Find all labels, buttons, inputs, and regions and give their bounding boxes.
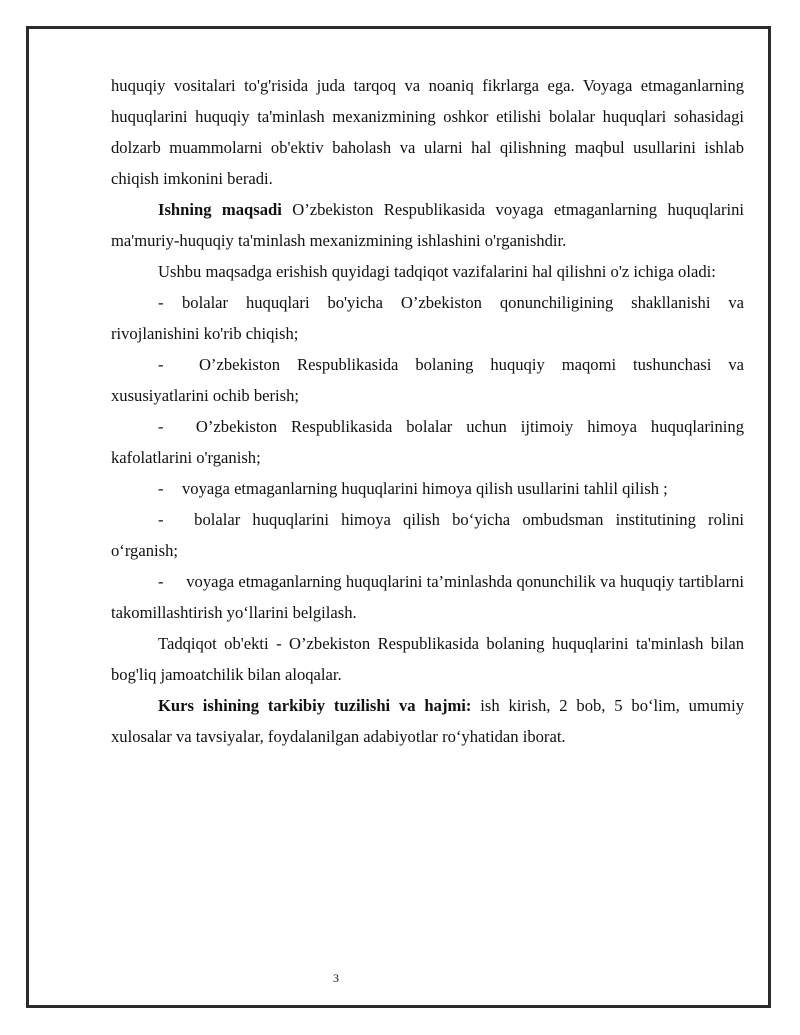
- task-item-2: [111, 349, 744, 411]
- task-text: voyaga etmaganlarning huquqlarini himoya qilish usullarini tahlil qilish ;: [182, 479, 668, 498]
- task-item-4: [111, 473, 744, 504]
- dash-bullet: -: [158, 355, 164, 374]
- paragraph-research-object: Tadqiqot ob'ekti - O’zbekiston Respublikasida bolaning huquqlarini ta'minlash bilan bog'liq jamoatchilik bilan aloqalar.: [111, 634, 744, 684]
- paragraph-tasks-intro: Ushbu maqsadga erishish quyidagi tadqiqot vazifalarini hal qilishni o'z ichiga oladi:: [158, 262, 716, 281]
- task-item-1: [111, 287, 744, 349]
- paragraph-structure: [111, 690, 744, 752]
- dash-bullet: -: [158, 293, 164, 312]
- structure-heading: Kurs ishining tarkibiy tuzilishi va hajmi:: [158, 696, 472, 715]
- goal-text: O’zbekiston Respublikasida voyaga etmaganlarning huquqlarini ma'muriy-huquqiy ta'minlash mexanizmining ishlashini o'rganishdir.: [111, 200, 744, 250]
- page-number: 3: [333, 971, 339, 985]
- paragraph-goal: [111, 194, 744, 256]
- goal-heading: Ishning maqsadi: [158, 200, 282, 219]
- task-text: bolalar huquqlarini himoya qilish bo‘yicha ombudsman institutining rolini o‘rganish;: [111, 510, 744, 560]
- dash-bullet: -: [158, 572, 164, 591]
- task-text: bolalar huquqlari bo'yicha O’zbekiston qonunchiligining shakllanishi va rivojlanishini ko'rib chiqish;: [111, 293, 744, 343]
- task-text: voyaga etmaganlarning huquqlarini ta’minlashda qonunchilik va huquqiy tartiblarni takomillashtirish yo‘llarini belgilash.: [111, 572, 744, 622]
- task-item-3: [111, 411, 744, 473]
- task-text: O’zbekiston Respublikasida bolalar uchun ijtimoiy himoya huquqlarining kafolatlarini o'rganish;: [111, 417, 744, 467]
- task-item-6: [111, 566, 744, 628]
- task-item-5: [111, 504, 744, 566]
- document-body: [111, 70, 744, 752]
- task-text: O’zbekiston Respublikasida bolaning huquqiy maqomi tushunchasi va xususiyatlarini ochib berish;: [111, 355, 744, 405]
- paragraph-intro-continuation: huquqiy vositalari to'g'risida juda tarqoq va noaniq fikrlarga ega. Voyaga etmaganlarning huquqlarini huquqiy ta'minlash mexanizmining oshkor etilishi bolalar huquqlari sohasidagi dolzarb muammolarni ob'ektiv baholash va ularni hal qilishning maqbul usullarini ishlab chiqish imkonini beradi.: [111, 76, 744, 188]
- dash-bullet: -: [158, 417, 164, 436]
- dash-bullet: -: [158, 510, 164, 529]
- structure-text: ish kirish, 2 bob, 5 bo‘lim, umumiy xulosalar va tavsiyalar, foydalanilgan adabiyotlar ro‘yhatidan iborat.: [111, 696, 744, 746]
- dash-bullet: -: [158, 479, 164, 498]
